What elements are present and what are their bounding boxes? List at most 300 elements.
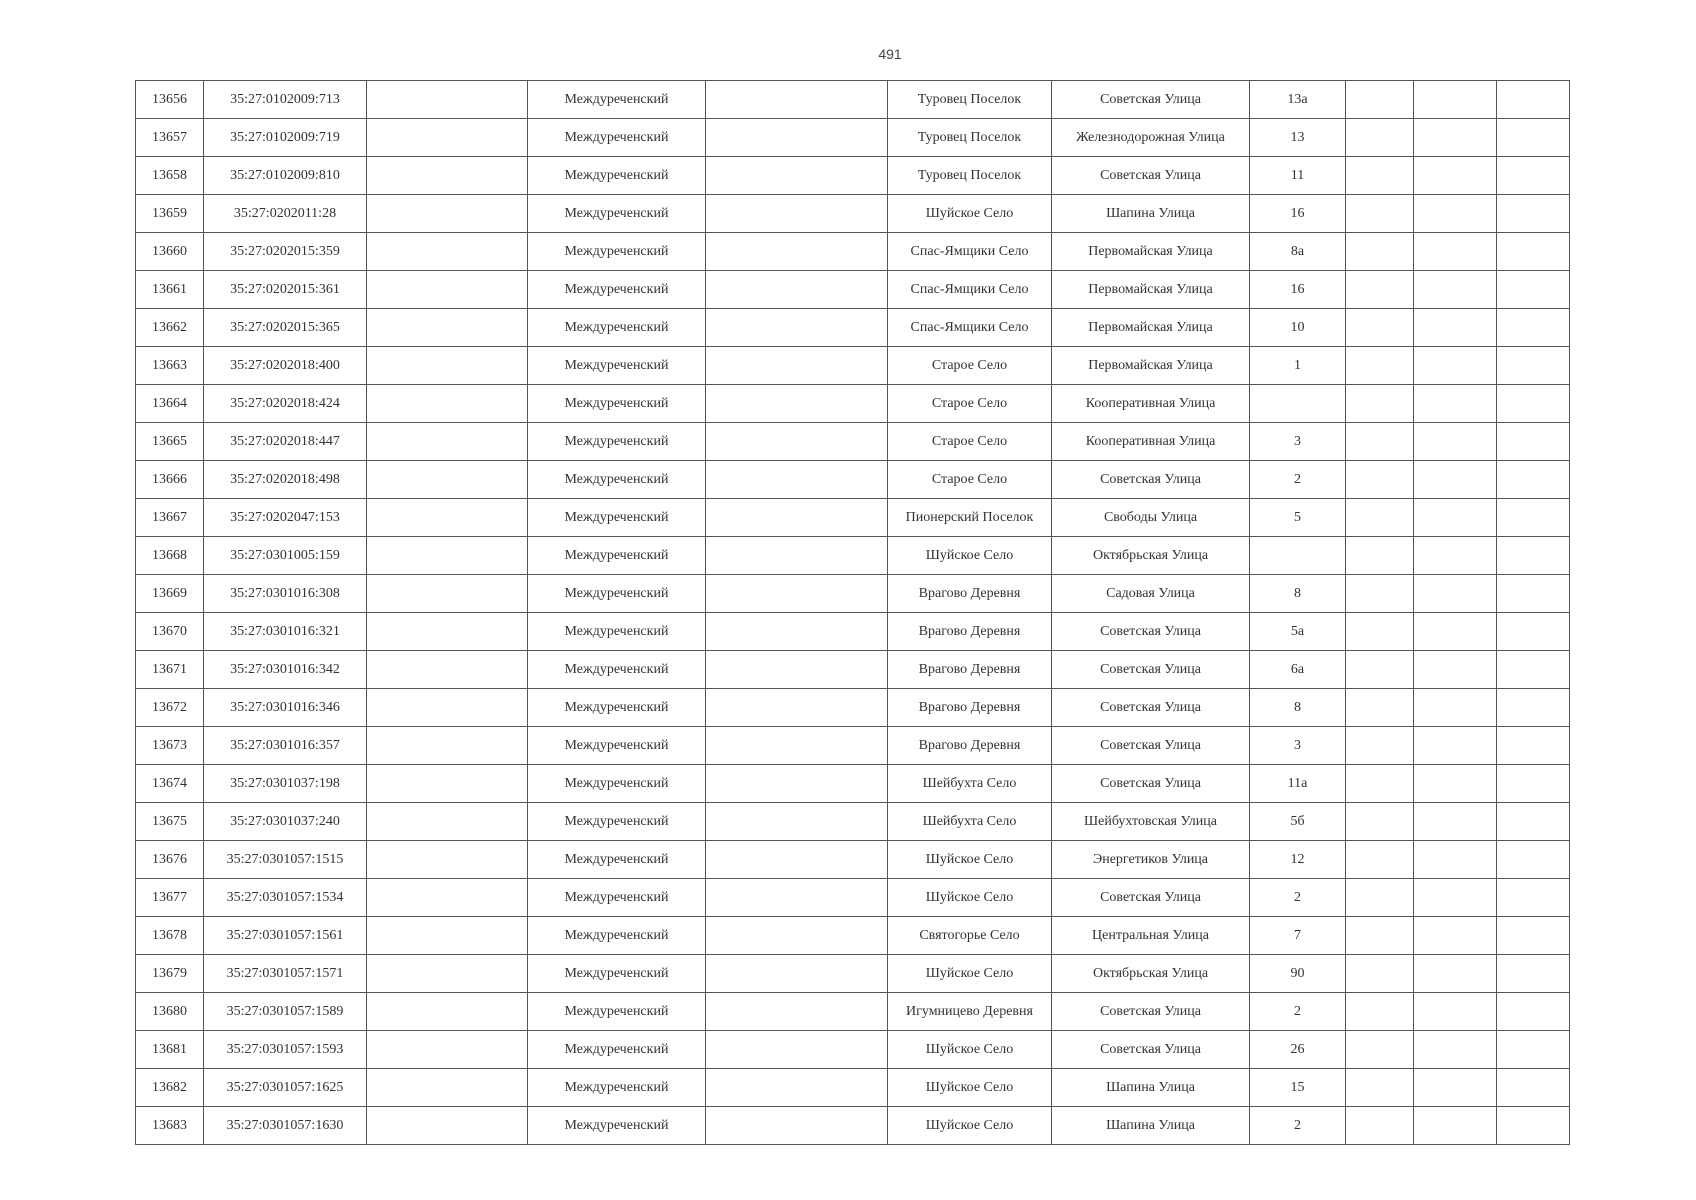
cadastral-number-cell: 35:27:0301057:1630 — [204, 1107, 367, 1145]
empty-cell — [1414, 233, 1497, 271]
street-cell: Советская Улица — [1052, 157, 1250, 195]
locality-cell: Туровец Поселок — [888, 81, 1052, 119]
empty-cell — [367, 499, 528, 537]
cadastral-number-cell: 35:27:0202015:365 — [204, 309, 367, 347]
empty-cell — [1346, 575, 1414, 613]
district-cell: Междуреченский — [528, 1031, 706, 1069]
street-cell: Советская Улица — [1052, 81, 1250, 119]
empty-cell — [1346, 613, 1414, 651]
locality-cell: Старое Село — [888, 347, 1052, 385]
table-row — [136, 271, 1570, 309]
empty-cell — [1346, 765, 1414, 803]
table-row — [136, 119, 1570, 157]
house-number-cell: 7 — [1250, 917, 1346, 955]
empty-cell — [1346, 499, 1414, 537]
empty-cell — [1346, 233, 1414, 271]
street-cell: Советская Улица — [1052, 651, 1250, 689]
empty-cell — [706, 385, 888, 423]
table-row — [136, 461, 1570, 499]
page-number: 491 — [878, 46, 902, 62]
row-number-cell: 13663 — [136, 347, 204, 385]
empty-cell — [706, 119, 888, 157]
empty-cell — [1497, 689, 1570, 727]
cadastral-number-cell: 35:27:0202018:400 — [204, 347, 367, 385]
table-row — [136, 195, 1570, 233]
empty-cell — [706, 955, 888, 993]
cadastral-number-cell: 35:27:0301016:321 — [204, 613, 367, 651]
cadastral-number-cell: 35:27:0301037:198 — [204, 765, 367, 803]
empty-cell — [706, 803, 888, 841]
locality-cell: Старое Село — [888, 423, 1052, 461]
empty-cell — [706, 1069, 888, 1107]
row-number-cell: 13677 — [136, 879, 204, 917]
cadastral-number-cell: 35:27:0202015:359 — [204, 233, 367, 271]
empty-cell — [706, 575, 888, 613]
empty-cell — [1497, 499, 1570, 537]
empty-cell — [1414, 575, 1497, 613]
street-cell: Железнодорожная Улица — [1052, 119, 1250, 157]
street-cell: Шапина Улица — [1052, 1069, 1250, 1107]
empty-cell — [1414, 841, 1497, 879]
empty-cell — [1497, 727, 1570, 765]
empty-cell — [1346, 81, 1414, 119]
district-cell: Междуреченский — [528, 803, 706, 841]
cadastral-number-cell: 35:27:0202015:361 — [204, 271, 367, 309]
row-number-cell: 13659 — [136, 195, 204, 233]
cadastral-number-cell: 35:27:0301057:1593 — [204, 1031, 367, 1069]
house-number-cell: 12 — [1250, 841, 1346, 879]
empty-cell — [1497, 81, 1570, 119]
street-cell: Первомайская Улица — [1052, 347, 1250, 385]
empty-cell — [1346, 955, 1414, 993]
street-cell: Кооперативная Улица — [1052, 385, 1250, 423]
empty-cell — [367, 1107, 528, 1145]
empty-cell — [1497, 119, 1570, 157]
district-cell: Междуреченский — [528, 993, 706, 1031]
empty-cell — [706, 1031, 888, 1069]
empty-cell — [367, 271, 528, 309]
empty-cell — [1414, 537, 1497, 575]
table-row — [136, 651, 1570, 689]
district-cell: Междуреченский — [528, 879, 706, 917]
empty-cell — [706, 81, 888, 119]
empty-cell — [706, 689, 888, 727]
cadastral-number-cell: 35:27:0301057:1571 — [204, 955, 367, 993]
locality-cell: Игумницево Деревня — [888, 993, 1052, 1031]
empty-cell — [706, 233, 888, 271]
cadastral-number-cell: 35:27:0102009:713 — [204, 81, 367, 119]
table-row — [136, 537, 1570, 575]
empty-cell — [367, 233, 528, 271]
locality-cell: Старое Село — [888, 461, 1052, 499]
empty-cell — [367, 347, 528, 385]
empty-cell — [1497, 1069, 1570, 1107]
locality-cell: Шуйское Село — [888, 879, 1052, 917]
table-row — [136, 423, 1570, 461]
empty-cell — [1497, 1031, 1570, 1069]
district-cell: Междуреченский — [528, 613, 706, 651]
street-cell: Первомайская Улица — [1052, 309, 1250, 347]
cadastral-number-cell: 35:27:0301057:1625 — [204, 1069, 367, 1107]
table-row — [136, 233, 1570, 271]
row-number-cell: 13664 — [136, 385, 204, 423]
street-cell: Шапина Улица — [1052, 195, 1250, 233]
locality-cell: Шейбухта Село — [888, 765, 1052, 803]
locality-cell: Врагово Деревня — [888, 575, 1052, 613]
district-cell: Междуреченский — [528, 195, 706, 233]
district-cell: Междуреченский — [528, 955, 706, 993]
empty-cell — [1497, 423, 1570, 461]
street-cell: Октябрьская Улица — [1052, 955, 1250, 993]
registry-table-body — [136, 81, 1570, 1145]
empty-cell — [706, 195, 888, 233]
row-number-cell: 13665 — [136, 423, 204, 461]
empty-cell — [1497, 803, 1570, 841]
district-cell: Междуреченский — [528, 917, 706, 955]
empty-cell — [1497, 613, 1570, 651]
empty-cell — [1346, 309, 1414, 347]
district-cell: Междуреченский — [528, 575, 706, 613]
empty-cell — [1346, 347, 1414, 385]
empty-cell — [1414, 157, 1497, 195]
row-number-cell: 13671 — [136, 651, 204, 689]
empty-cell — [1414, 271, 1497, 309]
empty-cell — [1346, 461, 1414, 499]
empty-cell — [1346, 993, 1414, 1031]
house-number-cell: 6а — [1250, 651, 1346, 689]
empty-cell — [367, 385, 528, 423]
empty-cell — [367, 157, 528, 195]
district-cell: Междуреченский — [528, 499, 706, 537]
empty-cell — [1497, 575, 1570, 613]
empty-cell — [1497, 1107, 1570, 1145]
empty-cell — [706, 271, 888, 309]
cadastral-number-cell: 35:27:0202047:153 — [204, 499, 367, 537]
empty-cell — [1497, 195, 1570, 233]
empty-cell — [1346, 879, 1414, 917]
row-number-cell: 13683 — [136, 1107, 204, 1145]
empty-cell — [1414, 195, 1497, 233]
empty-cell — [1497, 537, 1570, 575]
empty-cell — [706, 841, 888, 879]
row-number-cell: 13660 — [136, 233, 204, 271]
cadastral-number-cell: 35:27:0301016:342 — [204, 651, 367, 689]
empty-cell — [1346, 271, 1414, 309]
house-number-cell: 90 — [1250, 955, 1346, 993]
house-number-cell: 13а — [1250, 81, 1346, 119]
empty-cell — [1346, 1069, 1414, 1107]
district-cell: Междуреченский — [528, 81, 706, 119]
empty-cell — [367, 651, 528, 689]
empty-cell — [706, 157, 888, 195]
district-cell: Междуреченский — [528, 651, 706, 689]
table-row — [136, 1031, 1570, 1069]
house-number-cell — [1250, 537, 1346, 575]
empty-cell — [1497, 347, 1570, 385]
locality-cell: Шуйское Село — [888, 841, 1052, 879]
empty-cell — [1414, 1107, 1497, 1145]
house-number-cell: 8 — [1250, 689, 1346, 727]
empty-cell — [1414, 689, 1497, 727]
street-cell: Шейбухтовская Улица — [1052, 803, 1250, 841]
street-cell: Первомайская Улица — [1052, 271, 1250, 309]
table-row — [136, 499, 1570, 537]
district-cell: Междуреченский — [528, 537, 706, 575]
row-number-cell: 13670 — [136, 613, 204, 651]
row-number-cell: 13676 — [136, 841, 204, 879]
house-number-cell: 8 — [1250, 575, 1346, 613]
empty-cell — [367, 841, 528, 879]
house-number-cell: 16 — [1250, 271, 1346, 309]
cadastral-number-cell: 35:27:0301005:159 — [204, 537, 367, 575]
cadastral-number-cell: 35:27:0301016:308 — [204, 575, 367, 613]
table-row — [136, 1069, 1570, 1107]
empty-cell — [706, 613, 888, 651]
empty-cell — [706, 1107, 888, 1145]
table-row — [136, 955, 1570, 993]
street-cell: Советская Улица — [1052, 1031, 1250, 1069]
district-cell: Междуреченский — [528, 841, 706, 879]
cadastral-number-cell: 35:27:0301057:1589 — [204, 993, 367, 1031]
empty-cell — [1497, 309, 1570, 347]
empty-cell — [1414, 727, 1497, 765]
empty-cell — [706, 765, 888, 803]
empty-cell — [1497, 879, 1570, 917]
district-cell: Междуреченский — [528, 385, 706, 423]
street-cell: Октябрьская Улица — [1052, 537, 1250, 575]
table-row — [136, 157, 1570, 195]
table-row — [136, 727, 1570, 765]
empty-cell — [1346, 803, 1414, 841]
empty-cell — [1414, 879, 1497, 917]
empty-cell — [367, 803, 528, 841]
row-number-cell: 13681 — [136, 1031, 204, 1069]
empty-cell — [1497, 651, 1570, 689]
empty-cell — [1346, 841, 1414, 879]
cadastral-number-cell: 35:27:0301016:357 — [204, 727, 367, 765]
empty-cell — [1497, 233, 1570, 271]
street-cell: Шапина Улица — [1052, 1107, 1250, 1145]
cadastral-number-cell: 35:27:0301057:1534 — [204, 879, 367, 917]
cadastral-number-cell: 35:27:0102009:719 — [204, 119, 367, 157]
empty-cell — [1346, 651, 1414, 689]
house-number-cell: 3 — [1250, 423, 1346, 461]
house-number-cell: 2 — [1250, 461, 1346, 499]
street-cell: Советская Улица — [1052, 613, 1250, 651]
empty-cell — [1346, 195, 1414, 233]
empty-cell — [1414, 81, 1497, 119]
empty-cell — [367, 81, 528, 119]
cadastral-number-cell: 35:27:0301057:1561 — [204, 917, 367, 955]
house-number-cell: 2 — [1250, 1107, 1346, 1145]
table-row — [136, 81, 1570, 119]
row-number-cell: 13682 — [136, 1069, 204, 1107]
empty-cell — [706, 727, 888, 765]
house-number-cell: 5 — [1250, 499, 1346, 537]
empty-cell — [1346, 423, 1414, 461]
empty-cell — [1414, 385, 1497, 423]
empty-cell — [367, 195, 528, 233]
empty-cell — [1346, 385, 1414, 423]
empty-cell — [1414, 917, 1497, 955]
table-row — [136, 575, 1570, 613]
district-cell: Междуреченский — [528, 233, 706, 271]
empty-cell — [1497, 765, 1570, 803]
cadastral-number-cell: 35:27:0301016:346 — [204, 689, 367, 727]
locality-cell: Шуйское Село — [888, 1107, 1052, 1145]
table-row — [136, 1107, 1570, 1145]
district-cell: Междуреченский — [528, 765, 706, 803]
locality-cell: Врагово Деревня — [888, 727, 1052, 765]
row-number-cell: 13668 — [136, 537, 204, 575]
house-number-cell: 11 — [1250, 157, 1346, 195]
street-cell: Советская Улица — [1052, 765, 1250, 803]
house-number-cell — [1250, 385, 1346, 423]
locality-cell: Врагово Деревня — [888, 613, 1052, 651]
table-row — [136, 347, 1570, 385]
empty-cell — [367, 727, 528, 765]
house-number-cell: 3 — [1250, 727, 1346, 765]
empty-cell — [1414, 1031, 1497, 1069]
street-cell: Советская Улица — [1052, 461, 1250, 499]
row-number-cell: 13662 — [136, 309, 204, 347]
row-number-cell: 13674 — [136, 765, 204, 803]
table-row — [136, 765, 1570, 803]
empty-cell — [1346, 157, 1414, 195]
empty-cell — [1414, 499, 1497, 537]
empty-cell — [1346, 537, 1414, 575]
row-number-cell: 13661 — [136, 271, 204, 309]
table-row — [136, 917, 1570, 955]
empty-cell — [706, 879, 888, 917]
locality-cell: Врагово Деревня — [888, 689, 1052, 727]
house-number-cell: 11а — [1250, 765, 1346, 803]
district-cell: Междуреченский — [528, 461, 706, 499]
locality-cell: Шейбухта Село — [888, 803, 1052, 841]
empty-cell — [706, 651, 888, 689]
empty-cell — [1414, 309, 1497, 347]
district-cell: Междуреченский — [528, 689, 706, 727]
row-number-cell: 13672 — [136, 689, 204, 727]
empty-cell — [367, 1031, 528, 1069]
table-row — [136, 879, 1570, 917]
empty-cell — [1414, 955, 1497, 993]
empty-cell — [367, 575, 528, 613]
row-number-cell: 13673 — [136, 727, 204, 765]
empty-cell — [367, 765, 528, 803]
locality-cell: Шуйское Село — [888, 1031, 1052, 1069]
empty-cell — [706, 461, 888, 499]
house-number-cell: 1 — [1250, 347, 1346, 385]
row-number-cell: 13669 — [136, 575, 204, 613]
row-number-cell: 13679 — [136, 955, 204, 993]
street-cell: Энергетиков Улица — [1052, 841, 1250, 879]
empty-cell — [367, 879, 528, 917]
row-number-cell: 13656 — [136, 81, 204, 119]
district-cell: Междуреченский — [528, 119, 706, 157]
locality-cell: Пионерский Поселок — [888, 499, 1052, 537]
empty-cell — [1414, 461, 1497, 499]
empty-cell — [367, 917, 528, 955]
cadastral-number-cell: 35:27:0202011:28 — [204, 195, 367, 233]
street-cell: Садовая Улица — [1052, 575, 1250, 613]
table-row — [136, 841, 1570, 879]
house-number-cell: 8а — [1250, 233, 1346, 271]
row-number-cell: 13678 — [136, 917, 204, 955]
street-cell: Советская Улица — [1052, 727, 1250, 765]
empty-cell — [1414, 423, 1497, 461]
row-number-cell: 13666 — [136, 461, 204, 499]
empty-cell — [1497, 271, 1570, 309]
house-number-cell: 2 — [1250, 879, 1346, 917]
empty-cell — [1414, 803, 1497, 841]
empty-cell — [706, 499, 888, 537]
house-number-cell: 5а — [1250, 613, 1346, 651]
empty-cell — [1346, 727, 1414, 765]
locality-cell: Шуйское Село — [888, 1069, 1052, 1107]
street-cell: Центральная Улица — [1052, 917, 1250, 955]
empty-cell — [1414, 613, 1497, 651]
empty-cell — [1414, 993, 1497, 1031]
locality-cell: Шуйское Село — [888, 537, 1052, 575]
house-number-cell: 5б — [1250, 803, 1346, 841]
locality-cell: Шуйское Село — [888, 195, 1052, 233]
row-number-cell: 13675 — [136, 803, 204, 841]
locality-cell: Спас-Ямщики Село — [888, 309, 1052, 347]
cadastral-number-cell: 35:27:0202018:498 — [204, 461, 367, 499]
locality-cell: Святогорье Село — [888, 917, 1052, 955]
empty-cell — [367, 309, 528, 347]
empty-cell — [1497, 461, 1570, 499]
locality-cell: Шуйское Село — [888, 955, 1052, 993]
empty-cell — [367, 537, 528, 575]
street-cell: Советская Улица — [1052, 993, 1250, 1031]
table-row — [136, 689, 1570, 727]
empty-cell — [706, 347, 888, 385]
table-row — [136, 803, 1570, 841]
cadastral-number-cell: 35:27:0301037:240 — [204, 803, 367, 841]
locality-cell: Туровец Поселок — [888, 157, 1052, 195]
empty-cell — [367, 613, 528, 651]
street-cell: Кооперативная Улица — [1052, 423, 1250, 461]
district-cell: Междуреченский — [528, 727, 706, 765]
table-row — [136, 993, 1570, 1031]
locality-cell: Врагово Деревня — [888, 651, 1052, 689]
empty-cell — [367, 423, 528, 461]
empty-cell — [706, 423, 888, 461]
empty-cell — [1414, 1069, 1497, 1107]
row-number-cell: 13667 — [136, 499, 204, 537]
table-row — [136, 613, 1570, 651]
empty-cell — [367, 993, 528, 1031]
empty-cell — [706, 993, 888, 1031]
empty-cell — [706, 309, 888, 347]
cadastral-number-cell: 35:27:0301057:1515 — [204, 841, 367, 879]
district-cell: Междуреченский — [528, 309, 706, 347]
house-number-cell: 13 — [1250, 119, 1346, 157]
locality-cell: Спас-Ямщики Село — [888, 233, 1052, 271]
locality-cell: Туровец Поселок — [888, 119, 1052, 157]
empty-cell — [706, 537, 888, 575]
row-number-cell: 13657 — [136, 119, 204, 157]
empty-cell — [1414, 347, 1497, 385]
empty-cell — [1346, 917, 1414, 955]
empty-cell — [367, 955, 528, 993]
district-cell: Междуреченский — [528, 423, 706, 461]
street-cell: Советская Улица — [1052, 689, 1250, 727]
row-number-cell: 13680 — [136, 993, 204, 1031]
empty-cell — [1497, 993, 1570, 1031]
